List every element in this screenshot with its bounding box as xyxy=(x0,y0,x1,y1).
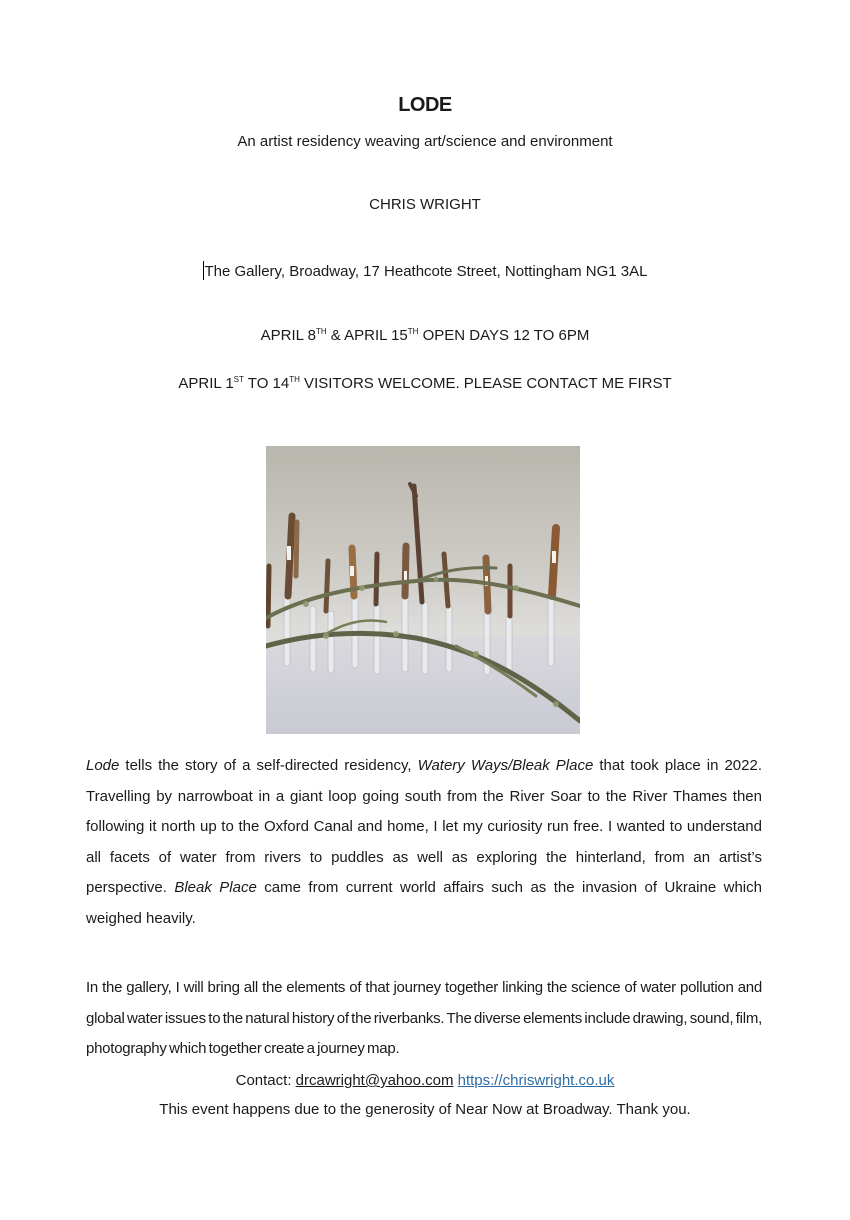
email-link[interactable]: drcawright@yahoo.com xyxy=(295,1072,454,1089)
document-subtitle: An artist residency weaving art/science and environment xyxy=(237,133,613,150)
open-days-text: OPEN DAYS 12 TO 6PM xyxy=(418,327,590,344)
artist-name: CHRIS WRIGHT xyxy=(369,196,481,213)
contact-line xyxy=(0,1072,850,1089)
venue-address-line xyxy=(0,261,850,280)
open-days-line xyxy=(0,327,850,344)
paragraph-text: tells the story of a self-directed residency, xyxy=(119,757,418,774)
description-paragraph xyxy=(86,751,762,934)
visitors-line xyxy=(0,375,850,392)
ordinal-suffix: TH xyxy=(407,327,419,336)
italic-title: Watery Ways/Bleak Place xyxy=(417,757,594,774)
visitors-text: APRIL 1 xyxy=(178,375,234,392)
artwork-photo xyxy=(266,446,580,734)
visitors-text: TO 14 xyxy=(243,375,290,392)
italic-title: Lode xyxy=(86,757,120,774)
italic-title: Bleak Place xyxy=(174,879,257,896)
document-title: LODE xyxy=(398,94,452,116)
venue-address: The Gallery, Broadway, 17 Heathcote Street, Nottingham NG1 3AL xyxy=(204,263,648,280)
paragraph-text: that took place in 2022. Travelling by narrowboat in a giant loop going south from the River Soar to the River Thames then following it north up to the Oxford Canal and home, I let my curiosity run free. I wanted to understand all facets of water from rivers to puddles as well as exploring the hinterland, from an artist’s perspective. xyxy=(86,757,762,896)
open-days-text: APRIL 8 xyxy=(260,327,316,344)
contact-label: Contact: xyxy=(235,1072,296,1089)
gallery-paragraph: In the gallery, I will bring all the elements of that journey together linking the science of water pollution and global water issues to the natural history of the riverbanks. The diverse elements include drawing, sound, film, photography which together create a journey map. xyxy=(86,979,762,1057)
paragraph-text: came from current world affairs such as the invasion of Ukraine which weighed heavily. xyxy=(86,879,762,927)
open-days-text: & APRIL 15 xyxy=(326,327,408,344)
ordinal-suffix: TH xyxy=(315,327,327,336)
thanks-line: This event happens due to the generosity of Near Now at Broadway. Thank you. xyxy=(159,1101,691,1118)
text-cursor xyxy=(203,261,204,280)
website-link[interactable]: https://chriswright.co.uk xyxy=(457,1072,615,1089)
ordinal-suffix: ST xyxy=(233,375,244,384)
visitors-text: VISITORS WELCOME. PLEASE CONTACT ME FIRST xyxy=(299,375,672,392)
ordinal-suffix: TH xyxy=(289,375,300,384)
